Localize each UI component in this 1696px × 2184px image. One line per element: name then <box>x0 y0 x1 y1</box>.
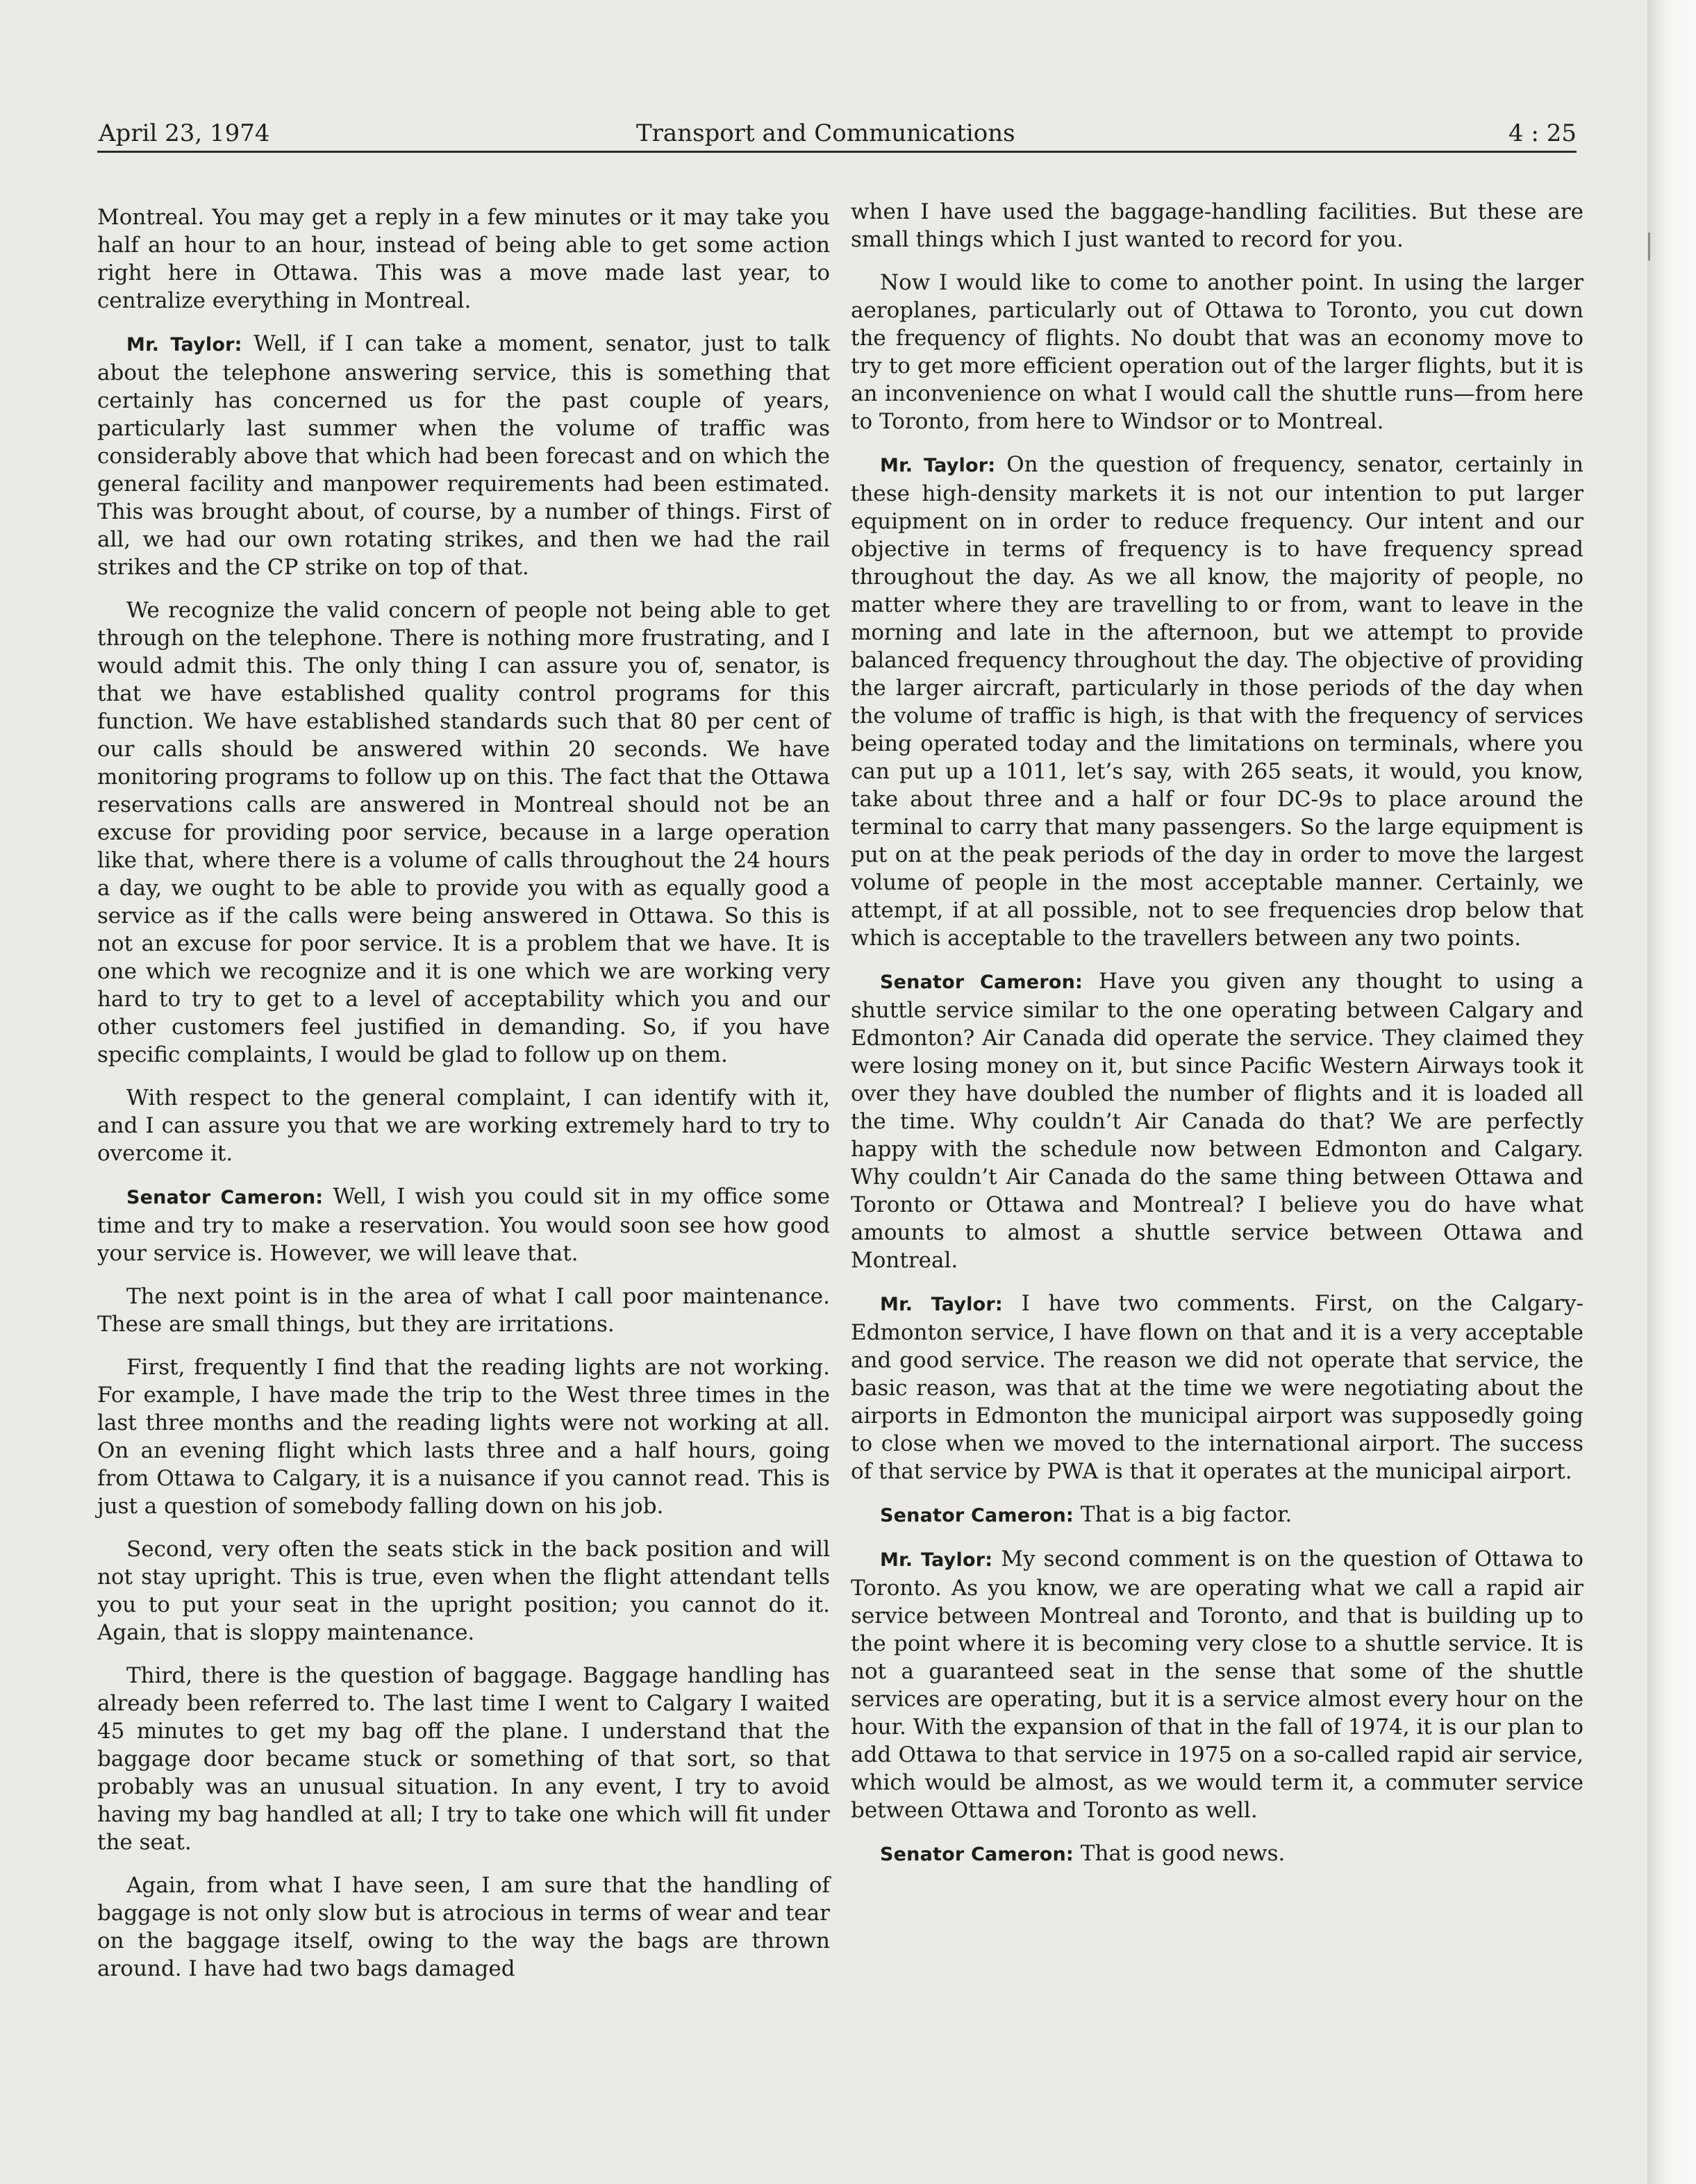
paragraph <box>851 1545 1583 1824</box>
paragraph-text: I have two comments. First, on the Calgary-Edmonton service, I have flown on that and it is a very acceptable and good service. The reason we did not operate that service, the basic reason, was that at the time we were negotiating about the airports in Edmonton the municipal airport was supposedly going to close when we moved to the international airport. The success of that service by PWA is that it operates at the municipal airport. <box>851 1291 1583 1484</box>
running-header <box>97 111 1577 153</box>
paragraph-text: We recognize the valid concern of people not being able to get through on the telephone. There is nothing more frustrating, and I would admit this. The only thing I can assure you of, senator, is that we have established quality control programs for this function. We have established standards such that 80 per cent of our calls should be answered within 20 seconds. We have monitoring programs to follow up on this. The fact that the Ottawa reservations calls are answered in Montreal should not be an excuse for providing poor service, because in a large operation like that, where there is a volume of calls throughout the 24 hours a day, we ought to be able to provide you with as equally good a service as if the calls were being answered in Ottawa. So this is not an excuse for poor service. It is a problem that we have. It is one which we recognize and it is one which we are working very hard to try to get to a level of acceptability which you and our other customers feel justified in demanding. So, if you have specific complaints, I would be glad to follow up on them. <box>97 598 830 1067</box>
paragraph-text: Montreal. You may get a reply in a few minutes or it may take you half an hour to an hour, instead of being able to get some action right here in Ottawa. This was a move made last year, to centralize everything in Montreal. <box>97 205 830 313</box>
paragraph <box>97 1872 830 1983</box>
speaker-label: Mr. Taylor: <box>880 1549 993 1571</box>
paragraph <box>851 1840 1583 1869</box>
paragraph-text: That is good news. <box>1080 1841 1286 1866</box>
paragraph <box>97 203 830 315</box>
paragraph <box>97 1353 830 1520</box>
paragraph-text: Well, if I can take a moment, senator, just to talk about the telephone answering service, this is something that certainly has concerned us for the past couple of years, particularly last summer when the volume of traffic was considerably above that which had been forecast and on which the general facility and manpower requirements had been estimated. This was brought about, of course, by a number of things. First of all, we had our own rotating strikes, and then we had the rail strikes and the CP strike on top of that. <box>97 331 830 580</box>
speaker-label: Senator Cameron: <box>880 972 1083 993</box>
paragraph-text: The next point is in the area of what I call poor maintenance. These are small things, but they are irritations. <box>97 1284 830 1337</box>
header-title: Transport and Communications <box>636 119 1015 147</box>
paragraph-text: Second, very often the seats stick in the back position and will not stay upright. This is true, even when the flight attendant tells you to put your seat in the upright position; you cannot do it. Again, that is sloppy maintenance. <box>97 1537 830 1645</box>
paragraph-text: On the question of frequency, senator, certainly in these high-density markets it is not our intention to put larger equipment on in order to reduce frequency. Our intent and our objective in terms of frequency is to have frequency spread throughout the day. As we all know, the majority of people, no matter where they are travelling to or from, want to leave in the morning and late in the afternoon, but we attempt to provide balanced frequency throughout the day. The objective of providing the larger aircraft, particularly in those periods of the day when the volume of traffic is high, is that with the frequency of services being operated today and the limitations on terminals, where you can put up a 1011, let’s say, with 265 seats, it would, you know, take about three and a half or four DC-9s to place around the terminal to carry that many passengers. So the large equipment is put on at the peak periods of the day in order to move the largest volume of people in the most acceptable manner. Certainly, we attempt, if at all possible, not to see frequencies drop below that which is acceptable to the travellers between any two points. <box>851 452 1583 951</box>
header-page-number: 4 : 25 <box>1508 119 1577 147</box>
speaker-label: Mr. Taylor: <box>880 455 996 476</box>
paragraph-text: Have you given any thought to using a shuttle service similar to the one operating between Calgary and Edmonton? Air Canada did operate the service. They claimed they were losing money on it, but since Pacific Western Airways took it over they have doubled the number of flights and it is loaded all the time. Why couldn’t Air Canada do that? We are perfectly happy with the schedule now between Edmonton and Calgary. Why couldn’t Air Canada do the same thing between Ottawa and Toronto or Ottawa and Montreal? I believe you do have what amounts to almost a shuttle service between Ottawa and Montreal. <box>851 969 1584 1273</box>
paragraph <box>97 1535 830 1647</box>
paragraph <box>97 1662 830 1856</box>
paragraph <box>97 1084 830 1167</box>
left-column <box>97 203 830 1998</box>
speaker-label: Senator Cameron: <box>880 1505 1074 1526</box>
speaker-label: Senator Cameron: <box>126 1187 324 1208</box>
speaker-label: Senator Cameron: <box>880 1844 1074 1865</box>
paragraph-text: Again, from what I have seen, I am sure that the handling of baggage is not only slow but is atrocious in terms of wear and tear on the baggage itself, owing to the way the bags are thrown around. I have had two bags damaged <box>97 1873 830 1981</box>
paragraph <box>851 1501 1583 1530</box>
paragraph <box>97 1183 830 1267</box>
paragraph <box>97 1283 830 1338</box>
speaker-label: Mr. Taylor: <box>880 1294 1003 1315</box>
page-edge <box>1647 0 1696 2184</box>
paragraph-text: Now I would like to come to another point. In using the larger aeroplanes, particularly out of Ottawa to Toronto, you cut down the frequency of flights. No doubt that was an economy move to try to get more efficient operation out of the larger flights, but it is an inconvenience on what I would call the shuttle runs—from here to Toronto, from here to Windsor or to Montreal. <box>851 270 1583 434</box>
paragraph-text: My second comment is on the question of Ottawa to Toronto. As you know, we are operating what we call a rapid air service between Montreal and Toronto, and that is building up to the point where it is becoming very close to a shuttle service. It is not a guaranteed seat in the sense that some of the shuttle services are operating, but it is a service almost every hour on the hour. With the expansion of that in the fall of 1974, it is our plan to add Ottawa to that service in 1975 on a so-called rapid air service, which would be almost, as we would term it, a commuter service between Ottawa and Toronto as well. <box>851 1547 1583 1823</box>
paragraph-text: Third, there is the question of baggage. Baggage handling has already been referred to. The last time I went to Calgary I waited 45 minutes to get my bag off the plane. I understand that the baggage door became stuck or something of that sort, so that probably was an unusual situation. In any event, I try to avoid having my bag handled at all; I try to take one which will fit under the seat. <box>97 1663 830 1855</box>
speaker-label: Mr. Taylor: <box>126 334 242 356</box>
paragraph <box>97 597 830 1069</box>
header-date: April 23, 1974 <box>99 119 270 147</box>
paragraph <box>851 967 1583 1274</box>
paragraph <box>851 1290 1583 1485</box>
paragraph-text: when I have used the baggage-handling facilities. But these are small things which I just wanted to record for you. <box>851 199 1583 252</box>
header-rule <box>97 151 1577 153</box>
right-column <box>851 198 1583 1884</box>
paragraph <box>97 330 830 581</box>
paragraph <box>851 451 1583 952</box>
paragraph <box>851 198 1583 253</box>
paragraph-text: First, frequently I find that the reading lights are not working. For example, I have made the trip to the West three times in the last three months and the reading lights were not working at all. On an evening flight which lasts three and a half hours, going from Ottawa to Calgary, it is a nuisance if you cannot read. This is just a question of somebody falling down on his job. <box>97 1355 830 1519</box>
paragraph-text: That is a big factor. <box>1080 1502 1292 1527</box>
paragraph <box>851 269 1583 435</box>
paragraph-text: Well, I wish you could sit in my office some time and try to make a reservation. You would soon see how good your service is. However, we will leave that. <box>97 1184 831 1266</box>
paragraph-text: With respect to the general complaint, I can identify with it, and I can assure you that we are working extremely hard to try to overcome it. <box>97 1085 830 1166</box>
edge-mark <box>1648 233 1650 260</box>
